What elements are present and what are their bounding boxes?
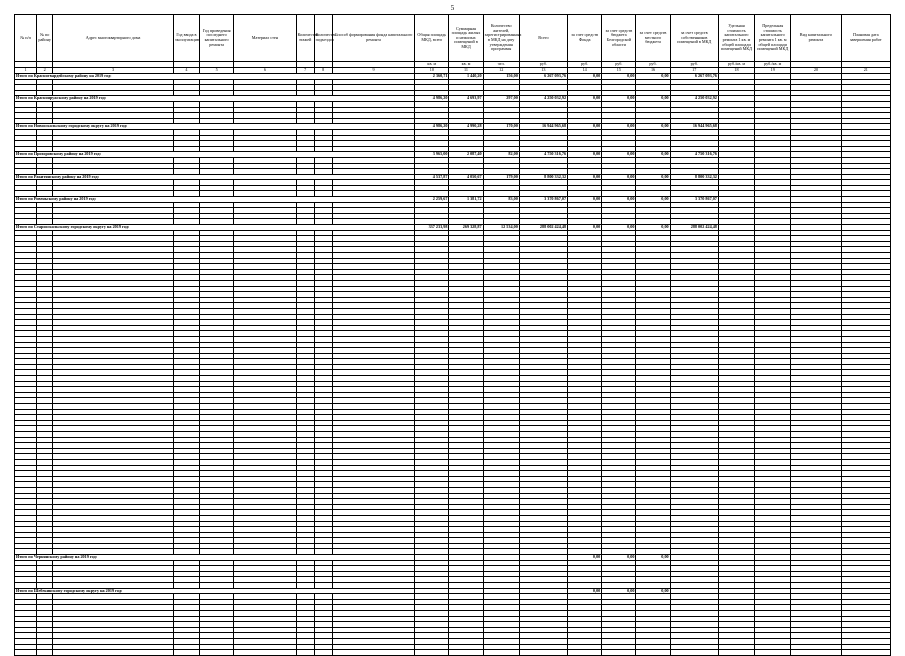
header-row [15, 15, 891, 62]
summary-value: 269 328,87 [449, 225, 483, 231]
column-header: Плановая дата завершения работ [841, 15, 890, 62]
column-number: 19 [755, 68, 791, 74]
capital-repair-table [14, 14, 891, 656]
table-cell [636, 650, 670, 656]
column-header: за счет средств бюджета Белгородской области [602, 15, 636, 62]
summary-value: 3 965,00 [415, 152, 449, 158]
table-cell [449, 650, 483, 656]
column-header: Количество подъездов [314, 15, 332, 62]
summary-value: 0,00 [568, 96, 602, 102]
table-cell [755, 650, 791, 656]
table-cell [841, 650, 890, 656]
column-number: 1 [15, 68, 37, 74]
summary-value: 4 537,87 [415, 174, 449, 180]
table-body [15, 74, 891, 656]
summary-value: 4 990,28 [449, 124, 483, 130]
summary-value: 0,00 [568, 197, 602, 203]
summary-value: 170,00 [483, 124, 519, 130]
table-cell [200, 650, 234, 656]
table-cell [37, 650, 53, 656]
summary-value: 0,00 [568, 152, 602, 158]
summary-label: Итого по Красногвардейскому району на 2019 год: [15, 74, 415, 80]
unit-cell: кв. м [449, 62, 483, 68]
column-number: 12 [483, 68, 519, 74]
summary-label: Итого по Ровеньскому району на 2019 год: [15, 197, 415, 203]
table-cell [15, 650, 37, 656]
unit-cell: руб./кв. м [718, 62, 754, 68]
column-number: 5 [200, 68, 234, 74]
summary-value: 288 002 424,48 [519, 225, 567, 231]
table-cell [234, 650, 296, 656]
summary-value: 2 259,67 [415, 197, 449, 203]
column-number: 2 [37, 68, 53, 74]
column-header: Удельная стоимость капитального ремонта 1 кв. м общей площади помещений МКД [718, 15, 754, 62]
summary-label: Итого по Новооскольскому городскому округу на 2019 год: [15, 124, 415, 130]
column-header: Вид капитального ремонта [791, 15, 841, 62]
summary-value: 0,00 [602, 197, 636, 203]
summary-value: 4 750 316,76 [519, 152, 567, 158]
summary-value: 0,00 [636, 174, 670, 180]
summary-value: 1 440,20 [449, 74, 483, 80]
summary-value: 12 534,00 [483, 225, 519, 231]
column-header: за счет средств собственников помещений в МКД [670, 15, 718, 62]
summary-value: 0,00 [602, 124, 636, 130]
summary-value: 0,00 [602, 555, 636, 561]
table-cell [791, 650, 841, 656]
summary-value: 82,00 [483, 152, 519, 158]
summary-value: 2 360,71 [415, 74, 449, 80]
summary-label: Итого по Шебекинскому городскому округу на 2019 год: [15, 588, 415, 594]
column-header: Год проведения последнего капитального ремонта [200, 15, 234, 62]
summary-value: 0,00 [636, 74, 670, 80]
table-row [15, 650, 891, 656]
unit-cell: кв. м [415, 62, 449, 68]
unit-cell: руб. [636, 62, 670, 68]
summary-value: 0,00 [636, 197, 670, 203]
summary-label: Итого по Чернянскому району на 2019 год: [15, 555, 415, 561]
table-cell [173, 650, 199, 656]
column-number: 18 [718, 68, 754, 74]
summary-value: 0,00 [602, 225, 636, 231]
summary-value: 0,00 [636, 96, 670, 102]
column-header: Адрес многоквартирного дома [53, 15, 174, 62]
summary-value: 0,00 [568, 588, 602, 594]
summary-value: 0,00 [602, 74, 636, 80]
summary-value: 179,00 [483, 174, 519, 180]
summary-value: 16 944 965,68 [670, 124, 718, 130]
column-number: 10 [415, 68, 449, 74]
table-cell [483, 650, 519, 656]
table-cell [568, 650, 602, 656]
column-header: Предельная стоимость капитального ремонта 1 кв. м общей площади помещений МКД [755, 15, 791, 62]
summary-value: 0,00 [568, 174, 602, 180]
summary-value: 0,00 [636, 152, 670, 158]
column-header: № по району [37, 15, 53, 62]
unit-cell: руб. [568, 62, 602, 68]
table-cell [314, 650, 332, 656]
column-number: 15 [602, 68, 636, 74]
summary-label: Итого по Старооскольскому городскому округу на 2019 год: [15, 225, 415, 231]
summary-value: 0,00 [602, 588, 636, 594]
page-number: 5 [450, 4, 455, 12]
summary-value: 6 267 093,76 [519, 74, 567, 80]
column-number: 3 [53, 68, 174, 74]
column-number: 17 [670, 68, 718, 74]
column-header: № п/п [15, 15, 37, 62]
unit-cell: руб. [602, 62, 636, 68]
column-header: за счет средств Фонда [568, 15, 602, 62]
column-header: Общая площадь МКД, всего [415, 15, 449, 62]
summary-value: 3 370 867,07 [670, 197, 718, 203]
table-cell [53, 650, 174, 656]
column-number: 6 [234, 68, 296, 74]
summary-value: 0,00 [636, 555, 670, 561]
column-number: 7 [296, 68, 314, 74]
summary-value: 0,00 [602, 96, 636, 102]
summary-value: 0,00 [636, 124, 670, 130]
summary-value: 0,00 [602, 152, 636, 158]
summary-value: 3 370 867,07 [519, 197, 567, 203]
summary-value: 288 002 424,48 [670, 225, 718, 231]
column-number: 14 [568, 68, 602, 74]
unit-cell: руб. [670, 62, 718, 68]
summary-value: 4 250 032,92 [670, 96, 718, 102]
unit-cell: руб./кв. м [755, 62, 791, 68]
summary-label: Итого по Прохоровскому району на 2019 год: [15, 152, 415, 158]
summary-value: 83,00 [483, 197, 519, 203]
summary-value: 4 250 032,92 [519, 96, 567, 102]
column-number: 11 [449, 68, 483, 74]
column-header: Количество жителей, зарегистрированных в МКД на дату утверждения программы [483, 15, 519, 62]
summary-value: 0,00 [602, 174, 636, 180]
summary-value: 0,00 [568, 124, 602, 130]
table-cell [296, 650, 314, 656]
summary-value: 16 944 965,68 [519, 124, 567, 130]
summary-value: 6 267 093,76 [670, 74, 718, 80]
column-number: 20 [791, 68, 841, 74]
summary-value: 8 800 332,32 [670, 174, 718, 180]
unit-cell: чел. [483, 62, 519, 68]
summary-value: 1 381,72 [449, 197, 483, 203]
summary-label: Итого по Краснояружскому району на 2019 год: [15, 96, 415, 102]
summary-value: 8 800 332,32 [519, 174, 567, 180]
table-cell [332, 650, 414, 656]
table-cell [519, 650, 567, 656]
table-cell [415, 650, 449, 656]
column-number: 13 [519, 68, 567, 74]
table-cell [718, 650, 754, 656]
summary-value: 2 087,40 [449, 152, 483, 158]
summary-value: 0,00 [636, 225, 670, 231]
column-header: Суммарная площадь жилых и нежилых помещений в МКД [449, 15, 483, 62]
column-header: Всего [519, 15, 567, 62]
column-number: 16 [636, 68, 670, 74]
column-number: 9 [332, 68, 414, 74]
summary-value: 0,00 [568, 74, 602, 80]
table-cell [602, 650, 636, 656]
column-header: Материал стен [234, 15, 296, 62]
summary-value: 0,00 [568, 555, 602, 561]
column-header: за счет средств местного бюджета [636, 15, 670, 62]
table-cell [670, 650, 718, 656]
unit-cell: руб. [519, 62, 567, 68]
summary-value: 0,00 [568, 225, 602, 231]
column-header: Количество этажей [296, 15, 314, 62]
summary-value: 4 750 316,76 [670, 152, 718, 158]
column-number: 21 [841, 68, 890, 74]
summary-value: 337 233,98 [415, 225, 449, 231]
summary-value: 0,00 [636, 588, 670, 594]
summary-value: 4 986,20 [415, 124, 449, 130]
summary-value: 4 693,97 [449, 96, 483, 102]
column-number: 8 [314, 68, 332, 74]
column-header: Год ввода в эксплуатацию [173, 15, 199, 62]
summary-value: 156,00 [483, 74, 519, 80]
summary-value: 4 050,67 [449, 174, 483, 180]
column-header: Способ формирования фонда капитального ремонта [332, 15, 414, 62]
summary-value: 4 986,20 [415, 96, 449, 102]
summary-label: Итого по Ракитянскому району на 2019 год: [15, 174, 415, 180]
summary-value: 297,00 [483, 96, 519, 102]
column-number: 4 [173, 68, 199, 74]
